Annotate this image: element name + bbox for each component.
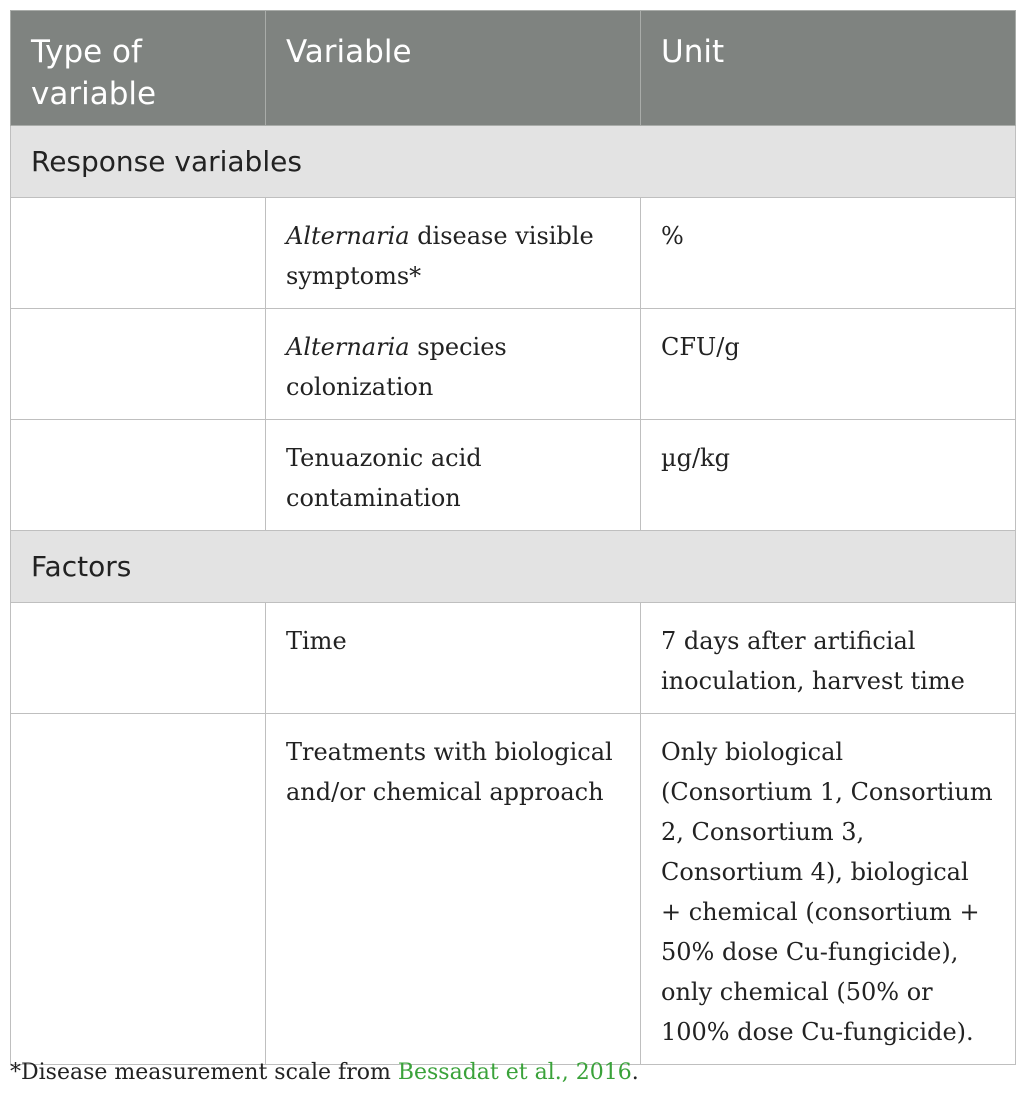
section-title: Response variables: [11, 126, 1016, 198]
table-row: [11, 420, 1016, 531]
table-row: [11, 309, 1016, 420]
cell-type: [11, 714, 266, 1065]
cell-unit: %: [641, 198, 1016, 309]
cell-variable: [266, 714, 641, 1065]
cell-type: [11, 198, 266, 309]
table-row: [11, 603, 1016, 714]
table-row: [11, 198, 1016, 309]
cell-type: [11, 420, 266, 531]
section-row-response-variables: [11, 126, 1016, 198]
table-header-row: [11, 11, 1016, 126]
variable-text: species colonization: [286, 333, 507, 401]
citation-link[interactable]: Bessadat et al., 2016: [397, 1060, 632, 1085]
variable-text: disease visible symptoms*: [286, 222, 594, 290]
header-unit: Unit: [641, 11, 1016, 126]
variable-text: Tenuazonic acid contamination: [286, 444, 482, 512]
footnote-prefix: *Disease measurement scale from: [10, 1060, 398, 1085]
table-footnote: [10, 1060, 639, 1085]
section-title: Factors: [11, 531, 1016, 603]
section-row-factors: [11, 531, 1016, 603]
header-type-of-variable: Type of variable: [11, 11, 266, 126]
cell-variable: [266, 198, 641, 309]
cell-type: [11, 603, 266, 714]
footnote-suffix: .: [631, 1060, 639, 1085]
cell-unit: Only biological (Consortium 1, Consortium 2, Consortium 3, Consortium 4), biological + chemical (consortium + 50% dose Cu-fungicide), only chemical (50% or 100% dose Cu-fungicide).: [641, 714, 1016, 1065]
variable-text: Treatments with biological and/or chemical approach: [286, 738, 613, 806]
cell-variable: [266, 603, 641, 714]
cell-unit: µg/kg: [641, 420, 1016, 531]
cell-variable: [266, 420, 641, 531]
variable-text: Time: [286, 627, 347, 655]
table-row: [11, 714, 1016, 1065]
species-name: Alternaria: [286, 333, 410, 361]
cell-type: [11, 309, 266, 420]
variables-table: [10, 10, 1016, 1065]
species-name: Alternaria: [286, 222, 410, 250]
header-variable: Variable: [266, 11, 641, 126]
cell-variable: [266, 309, 641, 420]
cell-unit: CFU/g: [641, 309, 1016, 420]
cell-unit: 7 days after artificial inoculation, harvest time: [641, 603, 1016, 714]
